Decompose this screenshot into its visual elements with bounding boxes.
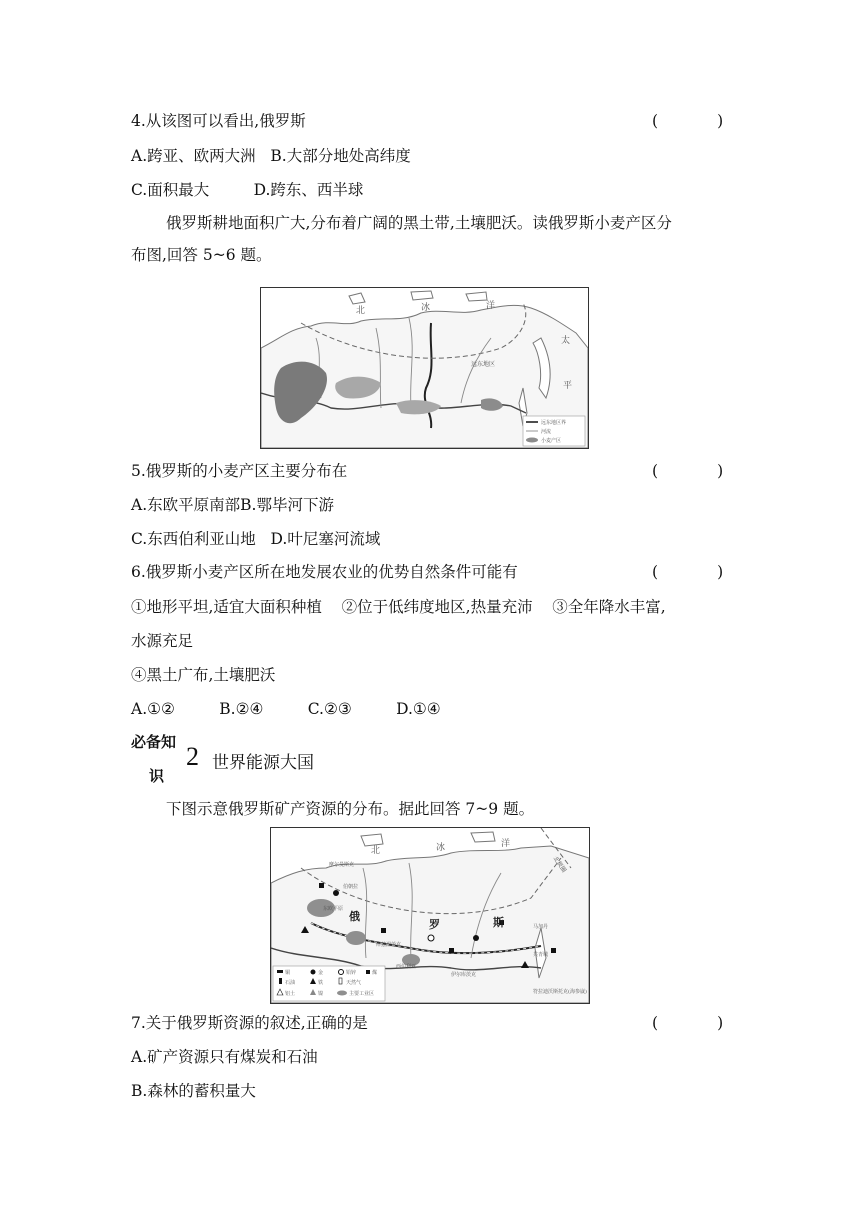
intro-paragraph-2: 下图示意俄罗斯矿产资源的分布。据此回答 7~9 题。 xyxy=(166,800,535,818)
map2-label-vladivostok: 符拉迪沃斯托克(海参崴) xyxy=(533,989,587,995)
intro-paragraph-1-line2: 布图,回答 5~6 题。 xyxy=(131,246,272,264)
legend-gold: 金 xyxy=(318,970,324,976)
map2-label-e: 俄 xyxy=(349,910,360,923)
legend-lead-zinc: 铅锌 xyxy=(346,970,357,976)
q5-options-row2: C.东西伯利亚山地 D.叶尼塞河流域 xyxy=(131,530,381,548)
map2-label-yang: 洋 xyxy=(501,839,511,849)
map2-label-bei: 北 xyxy=(371,846,381,856)
map2-label-arctic-circle: 北极圈 xyxy=(551,855,568,874)
map2-label-luo: 罗 xyxy=(429,918,440,931)
legend-wheat-area: 小麦产区 xyxy=(541,438,562,444)
map2-label-irkutsk: 伊尔库茨克 xyxy=(451,972,477,978)
map2-label-magadan: 马加丹 xyxy=(533,924,549,930)
map1-label-tai: 太 xyxy=(561,336,571,346)
legend-iron: 铁 xyxy=(318,980,324,986)
q5-options-row1: A.东欧平原南部B.鄂毕河下游 xyxy=(131,496,334,514)
mineral-map-figure xyxy=(270,827,590,1004)
legend-river: 河流 xyxy=(541,429,552,435)
legend-nickel: 镍 xyxy=(318,991,324,997)
legend-industrial-area: 主要工业区 xyxy=(349,991,375,997)
legend-far-east-boundary: 远东地区界 xyxy=(541,420,567,426)
map2-label-murmansk: 摩尔曼斯克 xyxy=(329,862,355,868)
map2-label-east-european-plain: 东欧平原 xyxy=(323,906,344,912)
q7-option-a: A.矿产资源只有煤炭和石油 xyxy=(131,1048,318,1066)
map2-label-komsomolsk: 共青城 xyxy=(533,952,549,958)
q7-answer-paren: ( ) xyxy=(652,1014,724,1032)
q4-stem: 4.从该图可以看出,俄罗斯 xyxy=(131,112,306,130)
map2-label-si: 斯 xyxy=(493,916,504,929)
section-title: 世界能源大国 xyxy=(212,753,314,773)
q5-answer-paren: ( ) xyxy=(652,462,724,480)
wheat-map xyxy=(261,288,588,448)
q6-statement-line2: 水源充足 xyxy=(131,632,194,650)
q7-stem: 7.关于俄罗斯资源的叙述,正确的是 xyxy=(131,1014,368,1032)
legend-coal: 煤 xyxy=(372,970,378,976)
map1-label-far-east: 远东地区 xyxy=(471,361,496,368)
map1-label-yang: 洋 xyxy=(486,301,496,311)
q4-options-row1: A.跨亚、欧两大洲 B.大部分地处高纬度 xyxy=(131,147,411,165)
q4-options-row2: C.面积最大 D.跨东、西半球 xyxy=(131,181,364,199)
map2-label-siberia: 西伯利亚 xyxy=(396,964,417,970)
map1-label-bei: 北 xyxy=(356,306,366,316)
q7-option-b: B.森林的蓄积量大 xyxy=(131,1082,256,1100)
legend-oil: 石油 xyxy=(285,980,296,986)
legend-natural-gas: 天然气 xyxy=(346,980,362,986)
map1-label-bing: 冰 xyxy=(421,303,431,313)
q6-statement-line3: ④黑土广布,土壤肥沃 xyxy=(131,666,276,684)
section-number: 2 xyxy=(186,742,199,771)
map2-label-kuznetsk: 库兹涅茨克 xyxy=(376,942,402,948)
intro-paragraph-1-line1: 俄罗斯耕地面积广大,分布着广阔的黑土带,土壤肥沃。读俄罗斯小麦产区分 xyxy=(166,214,672,232)
mineral-map xyxy=(271,828,589,1003)
legend-bauxite: 铝土 xyxy=(285,991,296,997)
q6-options: A.①② B.②④ C.②③ D.①④ xyxy=(131,700,441,718)
map1-label-ping: 平 xyxy=(563,381,573,391)
wheat-map-figure xyxy=(260,287,589,449)
q6-statement-line1: ①地形平坦,适宜大面积种植 ②位于低纬度地区,热量充沛 ③全年降水丰富, xyxy=(131,598,666,616)
q5-stem: 5.俄罗斯的小麦产区主要分布在 xyxy=(131,462,348,480)
map2-label-bing: 冰 xyxy=(436,843,446,853)
map2-label-pechora: 伯朝拉 xyxy=(343,884,359,890)
q6-answer-paren: ( ) xyxy=(652,563,724,581)
section-label-part2: 识 xyxy=(149,767,165,785)
legend-copper: 铜 xyxy=(285,970,291,976)
section-label-part1: 必备知 xyxy=(131,733,177,751)
q4-answer-paren: ( ) xyxy=(652,112,724,130)
q6-stem: 6.俄罗斯小麦产区所在地发展农业的优势自然条件可能有 xyxy=(131,563,518,581)
